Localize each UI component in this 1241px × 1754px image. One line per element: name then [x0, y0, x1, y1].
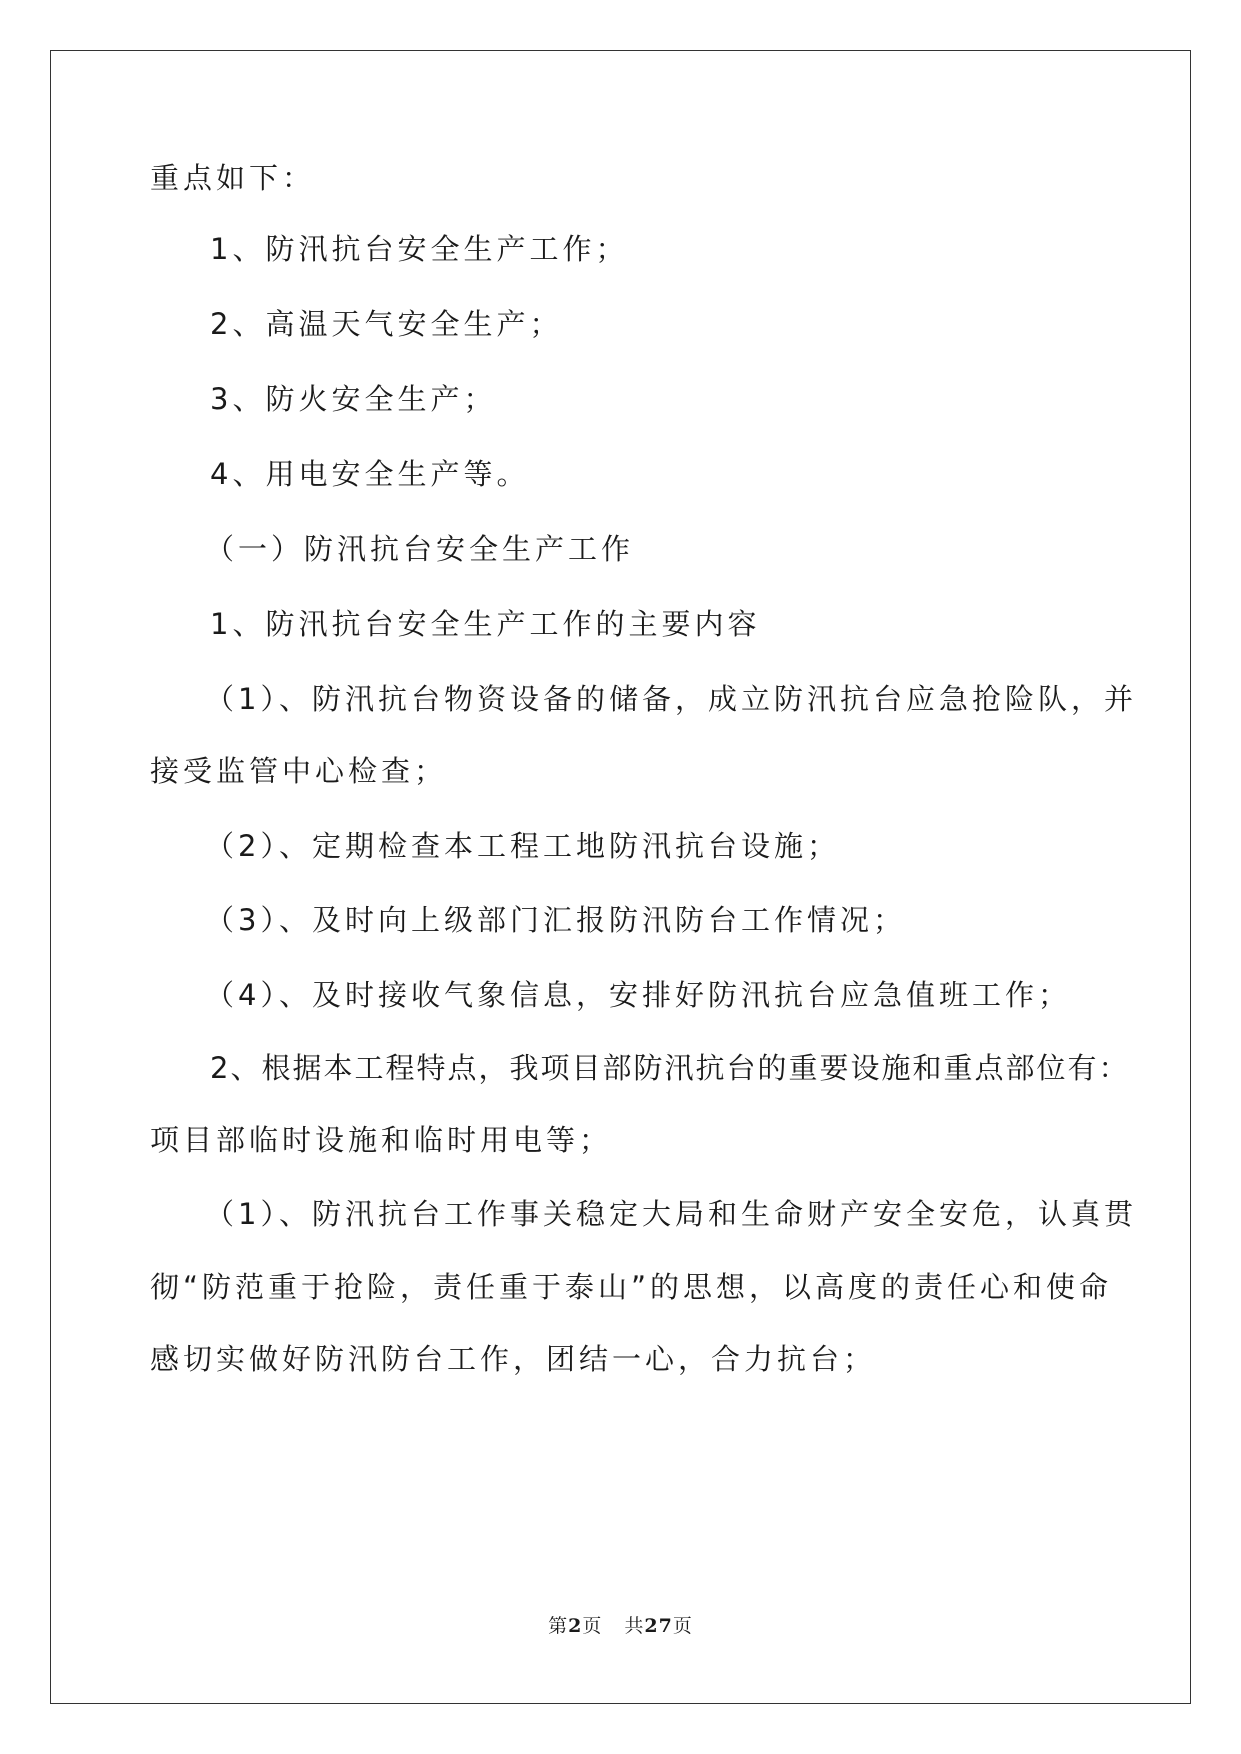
total-prefix: 共 [624, 1615, 645, 1637]
page-suffix: 页 [582, 1615, 603, 1637]
text-line-4: 3、防火安全生产； [210, 382, 497, 416]
text-line-15: （1）、防汛抗台工作事关稳定大局和生命财产安全安危，认真贯 [205, 1197, 1137, 1231]
page-number: 2 [568, 1615, 583, 1637]
text-line-7: 1、防汛抗台安全生产工作的主要内容 [210, 607, 761, 641]
text-line-14: 项目部临时设施和临时用电等； [150, 1123, 613, 1157]
text-line-11: （3）、及时向上级部门汇报防汛防台工作情况； [205, 903, 906, 937]
page-prefix: 第 [548, 1615, 569, 1637]
text-line-17: 感切实做好防汛防台工作，团结一心，合力抗台； [150, 1342, 877, 1376]
text-line-13: 2、根据本工程特点，我项目部防汛抗台的重要设施和重点部位有： [210, 1051, 1130, 1085]
text-line-9: 接受监管中心检查； [150, 754, 448, 788]
page-footer [0, 1614, 1241, 1638]
page-border [50, 50, 1191, 1704]
total-suffix: 页 [672, 1615, 693, 1637]
section-heading: （一）防汛抗台安全生产工作 [205, 532, 635, 566]
text-line-5: 4、用电安全生产等。 [210, 457, 530, 491]
text-line-8: （1）、防汛抗台物资设备的储备，成立防汛抗台应急抢险队，并 [205, 682, 1137, 716]
text-line-3: 2、高温天气安全生产； [210, 307, 563, 341]
text-line-16: 彻“防范重于抢险，责任重于泰山”的思想，以高度的责任心和使命 [150, 1270, 1113, 1304]
text-line-1: 重点如下： [150, 161, 316, 195]
total-pages: 27 [644, 1615, 673, 1637]
text-line-10: （2）、定期检查本工程工地防汛抗台设施； [205, 829, 840, 863]
text-line-12: （4）、及时接收气象信息，安排好防汛抗台应急值班工作； [205, 978, 1071, 1012]
text-line-2: 1、防汛抗台安全生产工作； [210, 232, 629, 266]
